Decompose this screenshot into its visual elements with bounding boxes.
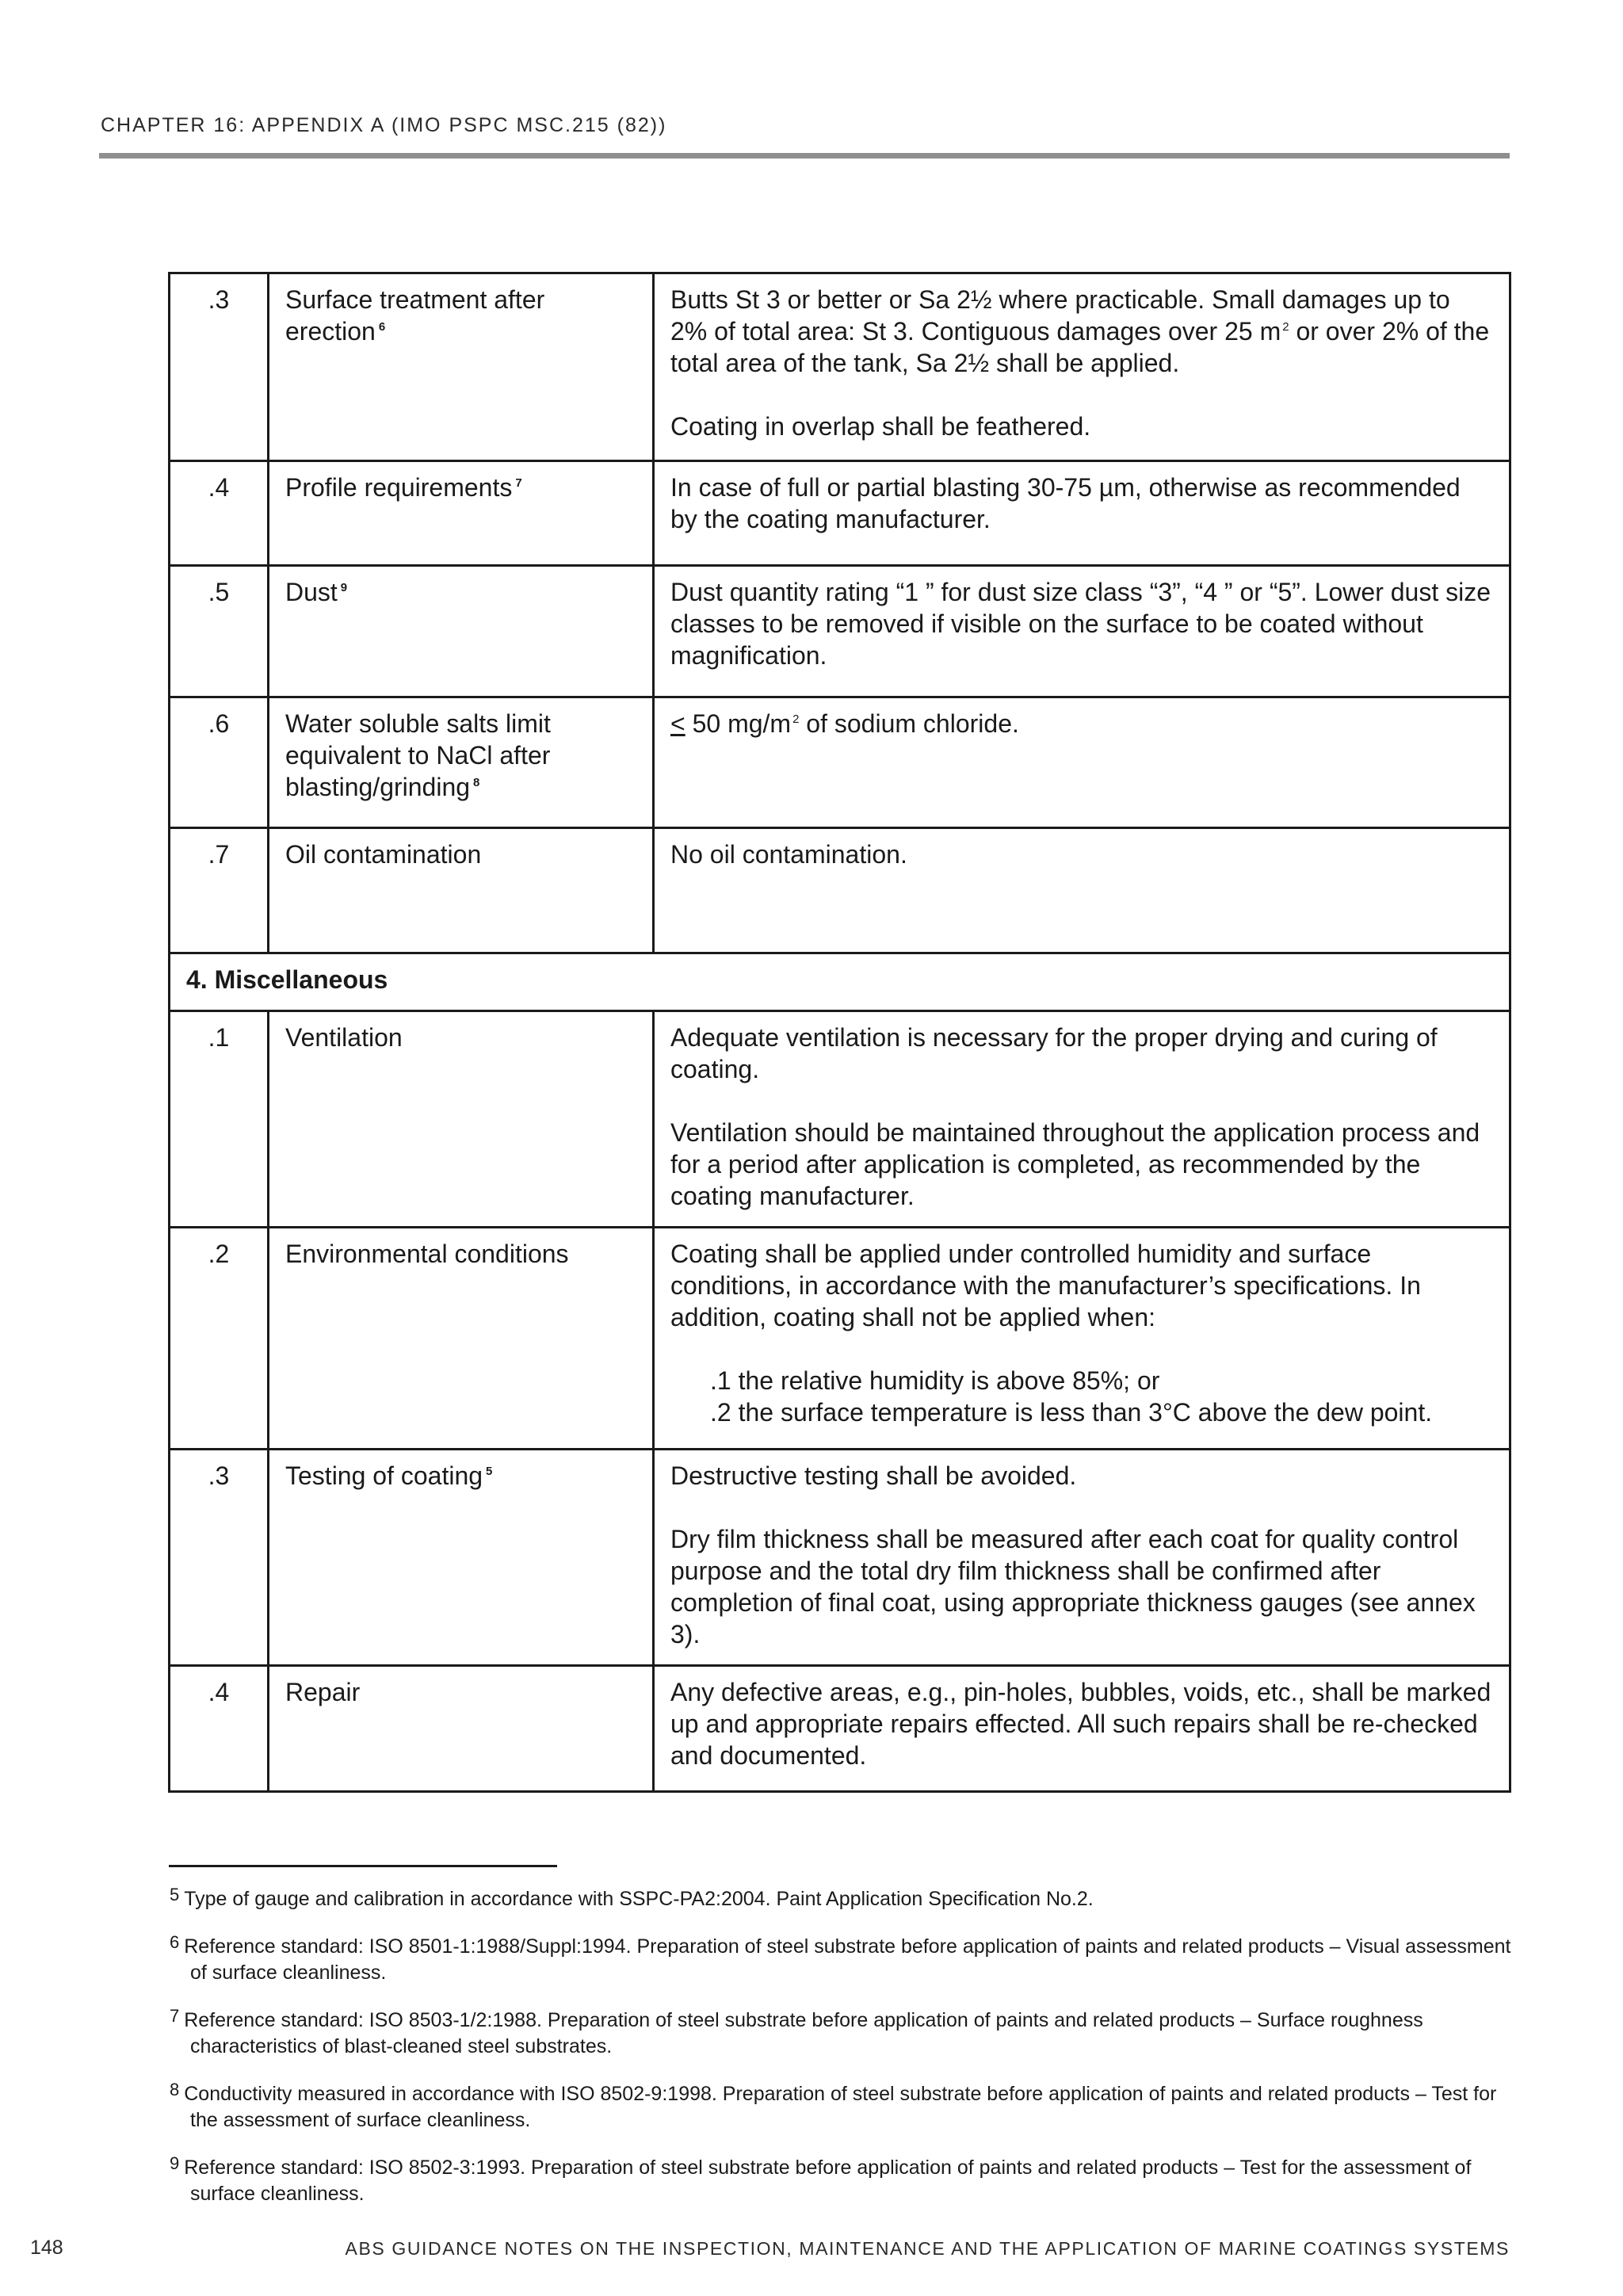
requirements-table — [168, 272, 1511, 1793]
row-item: Profile requirements $^7$ — [269, 461, 654, 566]
table-row — [170, 697, 1510, 828]
table-row — [170, 1450, 1510, 1666]
row-number: .6 — [170, 697, 269, 828]
section-title: 4. Miscellaneous — [170, 953, 1510, 1011]
footnote: 7 Reference standard: ISO 8503-1/2:1988. Preparation of steel substrate before application of paints and related products – Surface roughness characteristics of blast-cleaned steel substrates. — [170, 2006, 1423, 2057]
row-number: .1 — [170, 1011, 269, 1228]
table-row — [170, 566, 1510, 697]
row-description: No oil contamination. — [654, 828, 1510, 953]
row-description: Butts St 3 or better or Sa 2½ where practicable. Small damages up to 2% of total area: St 3. Contiguous damages over 25 m $^2$ or over 2% of the total area of the tank, Sa 2½ shall be applied. Coating in overlap shall be feathered. — [654, 273, 1510, 461]
row-description: Any defective areas, e.g., pin-holes, bubbles, voids, etc., shall be marked up and appropriate repairs effected. All such repairs shall be re-checked and documented. — [654, 1666, 1510, 1792]
row-description: Dust quantity rating “1 ” for dust size class “3”, “4 ” or “5”. Lower dust size classes to be removed if visible on the surface to be coated without magnification. — [654, 566, 1510, 697]
table-row — [170, 273, 1510, 461]
row-item: Testing of coating $^5$ — [269, 1450, 654, 1666]
footnote-ref: 5 — [486, 1465, 493, 1478]
table-row — [170, 1666, 1510, 1792]
row-description: Destructive testing shall be avoided. Dry film thickness shall be measured after each coat for quality control purpose and the total dry film thickness shall be confirmed after completion of final coat, using appropriate thickness gauges (see annex 3). — [654, 1450, 1510, 1666]
list-item: .2 the surface temperature is less than 3°C above the dew point. — [710, 1398, 1433, 1427]
row-description: Coating shall be applied under controlled humidity and surface conditions, in accordance with the manufacturer’s specifications. In addition, coating shall not be applied when: .1 the relative humidity is above 85%; or .2 the surface temperature is less than 3°C above the dew point. — [654, 1228, 1510, 1450]
condition-list — [710, 1365, 1493, 1428]
row-number: .4 — [170, 1666, 269, 1792]
footnote: 9 Reference standard: ISO 8502-3:1993. Preparation of steel substrate before application of paints and related products – Test for the assessment of surface cleanliness. — [170, 2153, 1472, 2205]
row-number: .4 — [170, 461, 269, 566]
table-row — [170, 1011, 1510, 1228]
row-description: Adequate ventilation is necessary for the proper drying and curing of coating. Ventilation should be maintained throughout the application process and for a period after application is completed, as recommended by the coating manufacturer. — [654, 1011, 1510, 1228]
table-row — [170, 461, 1510, 566]
row-description: < 50 mg/m $^2$ of sodium chloride. — [654, 697, 1510, 828]
footnote: 6 Reference standard: ISO 8501-1:1988/Suppl:1994. Preparation of steel substrate before application of paints and related products – Visual assessment of surface cleanliness. — [170, 1932, 1511, 1984]
row-item: Dust $^9$ — [269, 566, 654, 697]
header-rule — [99, 153, 1510, 159]
row-item: Oil contamination — [269, 828, 654, 953]
list-item: .1 the relative humidity is above 85%; or — [710, 1366, 1160, 1395]
table-row — [170, 1228, 1510, 1450]
footnote-ref: 9 — [340, 581, 348, 594]
row-item: Environmental conditions — [269, 1228, 654, 1450]
running-head: CHAPTER 16: APPENDIX A (IMO PSPC MSC.215 (82)) — [101, 114, 667, 136]
section-header-row — [170, 953, 1510, 1011]
row-item: Surface treatment after erection $^6$ — [269, 273, 654, 461]
footnote-ref: 7 — [515, 476, 522, 490]
row-number: .2 — [170, 1228, 269, 1450]
footnote: 5 Type of gauge and calibration in accordance with SSPC-PA2:2004. Paint Application Specification No.2. — [170, 1885, 1094, 1910]
footnote-ref: 8 — [473, 776, 480, 789]
footnote-rule — [169, 1865, 557, 1867]
running-foot: ABS GUIDANCE NOTES ON THE INSPECTION, MAINTENANCE AND THE APPLICATION OF MARINE COATINGS SYSTEMS — [345, 2238, 1510, 2259]
footnote: 8 Conductivity measured in accordance with ISO 8502-9:1998. Preparation of steel substrate before application of paints and related products – Test for the assessment of surface cleanliness. — [170, 2080, 1497, 2131]
table-row — [170, 828, 1510, 953]
row-number: .3 — [170, 1450, 269, 1666]
row-item: Water soluble salts limit equivalent to NaCl after blasting/grinding $^8$ — [269, 697, 654, 828]
row-item: Ventilation — [269, 1011, 654, 1228]
row-number: .3 — [170, 273, 269, 461]
row-description: In case of full or partial blasting 30-75 µm, otherwise as recommended by the coating manufacturer. — [654, 461, 1510, 566]
row-number: .7 — [170, 828, 269, 953]
less-or-equal-symbol: < — [670, 709, 685, 738]
page-number: 148 — [30, 2237, 63, 2259]
row-number: .5 — [170, 566, 269, 697]
footnotes — [170, 1881, 1517, 2224]
row-item: Repair — [269, 1666, 654, 1792]
footnote-ref: 6 — [378, 320, 386, 334]
